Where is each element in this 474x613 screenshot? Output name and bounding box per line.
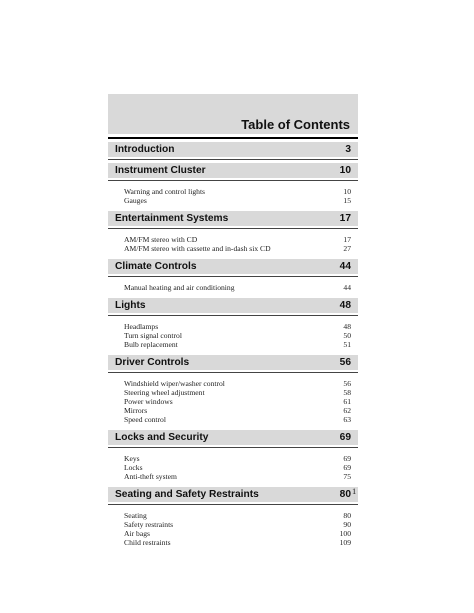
toc-section	[108, 298, 358, 352]
toc-entry[interactable]	[124, 454, 351, 463]
section-title: Locks and Security	[115, 432, 209, 443]
section-heading[interactable]	[108, 163, 358, 178]
toc-section	[108, 163, 358, 208]
toc-entry[interactable]	[124, 235, 351, 244]
entry-page: 58	[343, 388, 351, 397]
entry-page: 63	[343, 415, 351, 424]
entry-page: 51	[343, 340, 351, 349]
toc-entry[interactable]	[124, 397, 351, 406]
entry-label: Turn signal control	[124, 331, 182, 340]
entry-page: 44	[343, 283, 351, 292]
entry-page: 69	[343, 454, 351, 463]
toc-document	[108, 94, 358, 550]
page-title: Table of Contents	[241, 117, 350, 132]
entry-label: Air bags	[124, 529, 150, 538]
entry-page: 50	[343, 331, 351, 340]
entry-page: 69	[343, 463, 351, 472]
section-heading[interactable]	[108, 142, 358, 157]
section-items	[108, 181, 358, 208]
section-items	[108, 277, 358, 295]
toc-entry[interactable]	[124, 331, 351, 340]
entry-page: 109	[339, 538, 351, 547]
entry-page: 75	[343, 472, 351, 481]
entry-page: 90	[343, 520, 351, 529]
toc-entry[interactable]	[124, 463, 351, 472]
toc-sections	[108, 142, 358, 550]
toc-entry[interactable]	[124, 196, 351, 205]
entry-page: 100	[339, 529, 351, 538]
section-items	[108, 505, 358, 550]
section-title: Seating and Safety Restraints	[115, 489, 259, 500]
section-page: 44	[339, 261, 351, 272]
toc-entry[interactable]	[124, 415, 351, 424]
title-rule	[108, 137, 358, 139]
entry-label: Safety restraints	[124, 520, 174, 529]
section-heading[interactable]	[108, 487, 358, 502]
entry-label: Keys	[124, 454, 140, 463]
entry-page: 62	[343, 406, 351, 415]
entry-label: Steering wheel adjustment	[124, 388, 205, 397]
section-heading[interactable]	[108, 298, 358, 313]
toc-section	[108, 211, 358, 256]
section-page: 80	[339, 489, 351, 500]
toc-entry[interactable]	[124, 322, 351, 331]
entry-page: 61	[343, 397, 351, 406]
section-heading[interactable]	[108, 355, 358, 370]
entry-label: Bulb replacement	[124, 340, 178, 349]
toc-header	[108, 94, 358, 134]
section-title: Climate Controls	[115, 261, 197, 272]
toc-entry[interactable]	[124, 379, 351, 388]
entry-label: Mirrors	[124, 406, 148, 415]
section-page: 17	[339, 213, 351, 224]
section-title: Instrument Cluster	[115, 165, 206, 176]
section-title: Entertainment Systems	[115, 213, 229, 224]
toc-entry[interactable]	[124, 520, 351, 529]
toc-entry[interactable]	[124, 529, 351, 538]
entry-page: 15	[343, 196, 351, 205]
entry-page: 80	[343, 511, 351, 520]
section-title: Introduction	[115, 144, 175, 155]
toc-entry[interactable]	[124, 187, 351, 196]
entry-label: Windshield wiper/washer control	[124, 379, 225, 388]
section-page: 10	[339, 165, 351, 176]
toc-section	[108, 259, 358, 295]
toc-entry[interactable]	[124, 538, 351, 547]
section-page: 69	[339, 432, 351, 443]
toc-section	[108, 355, 358, 427]
entry-label: Power windows	[124, 397, 173, 406]
section-page: 48	[339, 300, 351, 311]
toc-section	[108, 487, 358, 550]
entry-page: 48	[343, 322, 351, 331]
section-page: 3	[345, 144, 351, 155]
section-items	[108, 448, 358, 484]
entry-label: Anti-theft system	[124, 472, 177, 481]
section-title: Lights	[115, 300, 146, 311]
entry-label: Child restraints	[124, 538, 171, 547]
entry-page: 56	[343, 379, 351, 388]
section-items	[108, 316, 358, 352]
page-number: 1	[352, 486, 357, 496]
entry-page: 10	[343, 187, 351, 196]
section-title: Driver Controls	[115, 357, 190, 368]
entry-label: Locks	[124, 463, 143, 472]
entry-label: Headlamps	[124, 322, 159, 331]
entry-label: Speed control	[124, 415, 166, 424]
entry-page: 17	[343, 235, 351, 244]
toc-entry[interactable]	[124, 472, 351, 481]
section-items	[108, 229, 358, 256]
section-rule	[108, 159, 358, 160]
toc-entry[interactable]	[124, 388, 351, 397]
entry-page: 27	[343, 244, 351, 253]
toc-entry[interactable]	[124, 406, 351, 415]
section-heading[interactable]	[108, 259, 358, 274]
entry-label: Gauges	[124, 196, 147, 205]
section-page: 56	[339, 357, 351, 368]
toc-section	[108, 430, 358, 484]
section-heading[interactable]	[108, 430, 358, 445]
entry-label: Seating	[124, 511, 147, 520]
section-heading[interactable]	[108, 211, 358, 226]
entry-label: AM/FM stereo with cassette and in-dash six CD	[124, 244, 271, 253]
toc-entry[interactable]	[124, 340, 351, 349]
toc-entry[interactable]	[124, 283, 351, 292]
entry-label: AM/FM stereo with CD	[124, 235, 198, 244]
toc-entry[interactable]	[124, 511, 351, 520]
toc-entry[interactable]	[124, 244, 351, 253]
entry-label: Manual heating and air conditioning	[124, 283, 235, 292]
entry-label: Warning and control lights	[124, 187, 206, 196]
section-items	[108, 373, 358, 427]
toc-section	[108, 142, 358, 160]
